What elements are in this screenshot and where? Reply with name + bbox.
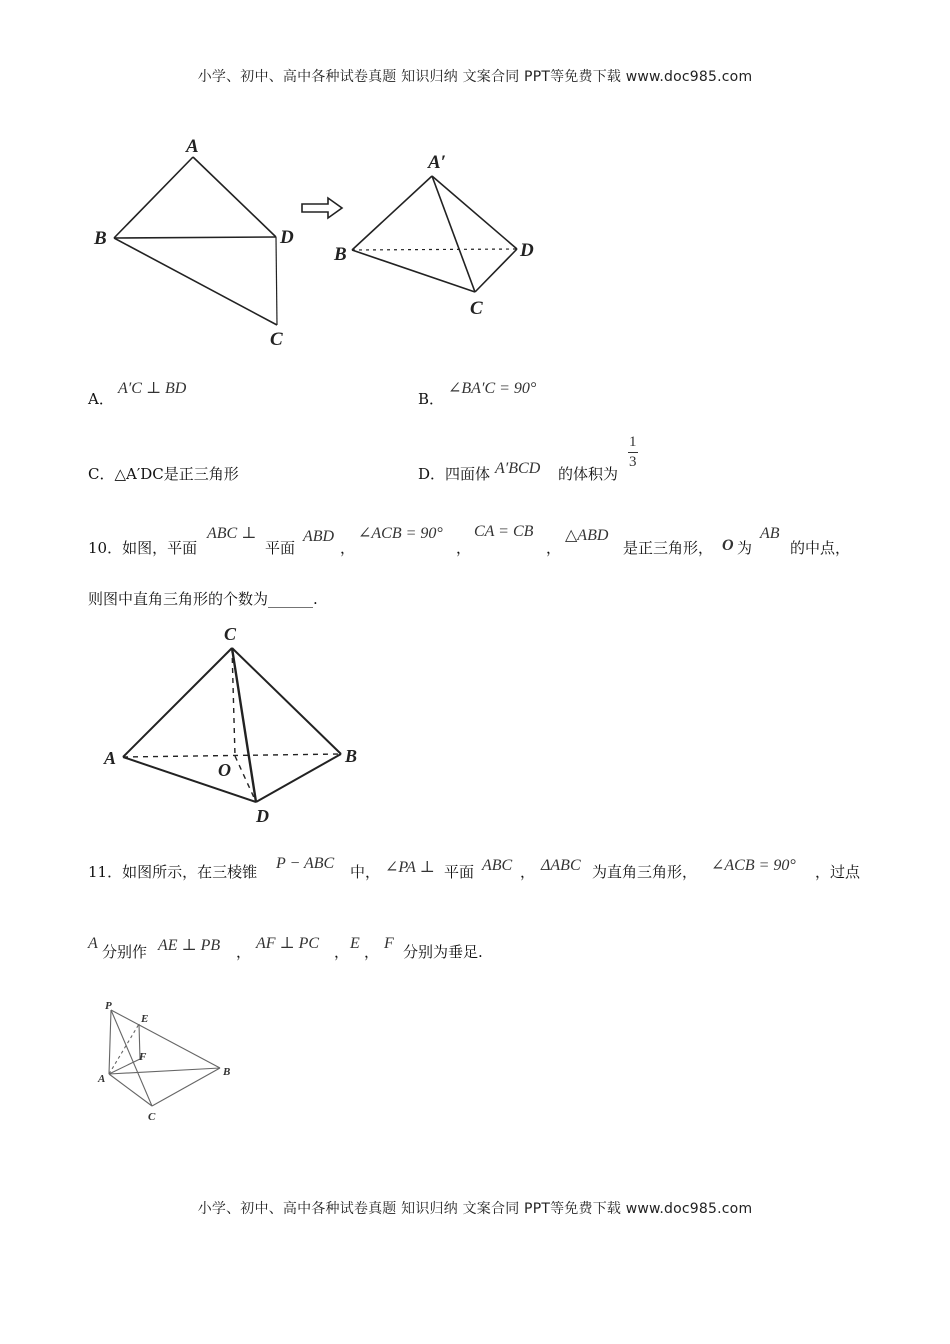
label-A: A bbox=[98, 1073, 106, 1085]
q10-math-1: ABC ⊥ bbox=[207, 525, 257, 542]
left-figure bbox=[114, 157, 277, 325]
label-B-left: B bbox=[94, 228, 107, 249]
q11-math-7: AE ⊥ PB bbox=[158, 937, 221, 954]
page-header: 小学、初中、高中各种试卷真题 知识归纳 文案合同 PPT等免费下载 www.doc985.com bbox=[197, 69, 753, 85]
option-A-label: A． bbox=[88, 390, 114, 408]
label-O: O bbox=[218, 760, 231, 780]
edge-PB bbox=[111, 1010, 220, 1068]
edge-BC bbox=[114, 238, 277, 325]
label-C: C bbox=[224, 624, 237, 644]
q11-math-10: F bbox=[384, 935, 394, 952]
label-C: C bbox=[148, 1111, 156, 1123]
q11-text-1: 如图所示，在三棱锥 bbox=[122, 863, 258, 881]
label-A-left: A bbox=[186, 136, 199, 157]
q10-math-4: CA = CB bbox=[474, 523, 534, 540]
arrow-icon bbox=[302, 198, 342, 218]
q11-text-11: 分别为垂足. bbox=[403, 943, 483, 961]
q11-text-7: 分别作 bbox=[102, 943, 148, 961]
option-B-math: ∠BA′C = 90° bbox=[448, 380, 537, 397]
q10-text-2: 平面 bbox=[265, 539, 296, 557]
q10-line2: 则图中直角三角形的个数为______. bbox=[88, 590, 318, 608]
q11-text-10: ， bbox=[364, 943, 380, 961]
label-A-prime-right: A′ bbox=[428, 152, 447, 173]
edge-BA bbox=[114, 157, 193, 238]
edge-AC bbox=[123, 648, 232, 757]
option-D-label: D． bbox=[418, 465, 446, 483]
label-B: B bbox=[223, 1066, 231, 1078]
label-B-right: B bbox=[334, 244, 347, 265]
label-C-right: C bbox=[470, 298, 483, 319]
option-D-text-after: 的体积为 bbox=[558, 465, 619, 483]
edge-BD-dashed bbox=[352, 249, 517, 250]
option-D-text-before: 四面体 bbox=[445, 465, 491, 483]
label-E: E bbox=[141, 1013, 149, 1025]
q10-math-7: AB bbox=[760, 525, 780, 542]
option-D-math: A′BCD bbox=[495, 460, 541, 477]
figure-fold-quadrilateral bbox=[80, 130, 560, 355]
option-C-label: C． bbox=[88, 465, 115, 483]
option-D-fraction bbox=[628, 435, 638, 470]
q11-math-6: A bbox=[88, 935, 98, 952]
figure-pyramid-PABC bbox=[95, 998, 245, 1128]
q10-number: 10． bbox=[88, 539, 123, 557]
edge-DB bbox=[256, 754, 341, 802]
q11-math-4: ΔABC bbox=[541, 857, 581, 874]
edge-AD bbox=[123, 757, 256, 802]
edge-A-prime-C bbox=[432, 176, 475, 292]
q10-text-8: 的中点， bbox=[790, 539, 851, 557]
edge-DC bbox=[276, 237, 277, 325]
q11-line1 bbox=[88, 861, 257, 882]
option-D-label-wrap bbox=[418, 463, 490, 484]
q10-line1 bbox=[88, 537, 197, 558]
q11-text-4: ， bbox=[520, 863, 536, 881]
label-D-left: D bbox=[280, 227, 294, 248]
fraction-numerator: 1 bbox=[628, 435, 638, 453]
q10-math-2: ABD bbox=[303, 528, 335, 545]
q10-math-3: ∠ACB = 90° bbox=[358, 525, 443, 542]
q11-number: 11． bbox=[88, 863, 123, 881]
edge-AD bbox=[193, 157, 276, 237]
label-D: D bbox=[256, 806, 269, 826]
q10-text-1: 如图，平面 bbox=[122, 539, 198, 557]
fraction-denominator: 3 bbox=[629, 454, 637, 470]
q11-text-6: ，过点 bbox=[815, 863, 861, 881]
figure-tetrahedron-ABCD bbox=[98, 620, 368, 830]
q11-math-1: P − ABC bbox=[276, 855, 335, 872]
option-B bbox=[418, 388, 444, 409]
option-C bbox=[88, 463, 239, 484]
q11-math-5: ∠ACB = 90° bbox=[711, 857, 796, 874]
q10-math-6: O bbox=[722, 537, 734, 554]
q10-text-3: ， bbox=[340, 539, 356, 557]
q10-text-6: 是正三角形， bbox=[623, 539, 714, 557]
right-figure bbox=[352, 176, 517, 292]
edge-AB bbox=[109, 1068, 220, 1074]
edge-CB bbox=[232, 648, 341, 754]
label-F: F bbox=[139, 1051, 147, 1063]
edge-CD bbox=[232, 648, 256, 802]
q11-text-9: ， bbox=[334, 943, 350, 961]
option-A bbox=[88, 388, 114, 409]
label-B: B bbox=[345, 746, 358, 766]
q10-text-7: 为 bbox=[737, 539, 753, 557]
q10-math-5: △ABD bbox=[565, 527, 609, 544]
edge-CD-right bbox=[475, 249, 517, 292]
page-footer: 小学、初中、高中各种试卷真题 知识归纳 文案合同 PPT等免费下载 www.doc985.com bbox=[197, 1201, 753, 1217]
q11-math-2: ∠PA ⊥ bbox=[385, 859, 435, 876]
edge-BC-right bbox=[352, 250, 475, 292]
edge-CB bbox=[152, 1068, 220, 1106]
q11-text-8: ， bbox=[236, 943, 252, 961]
q11-text-2: 中， bbox=[350, 863, 381, 881]
option-A-math: A′C ⊥ BD bbox=[118, 380, 187, 397]
q11-math-9: E bbox=[350, 935, 360, 952]
q11-text-5: 为直角三角形， bbox=[592, 863, 698, 881]
label-C-left: C bbox=[270, 329, 283, 350]
edge-PA bbox=[109, 1010, 111, 1074]
q10-text-5: ， bbox=[546, 539, 562, 557]
label-P: P bbox=[105, 1000, 112, 1012]
q11-math-3: ABC bbox=[482, 857, 513, 874]
edge-BA-prime bbox=[352, 176, 432, 250]
q10-text-4: ， bbox=[456, 539, 472, 557]
edge-AB-dashed bbox=[123, 754, 341, 757]
option-B-label: B． bbox=[418, 390, 445, 408]
q11-math-8: AF ⊥ PC bbox=[256, 935, 320, 952]
q11-text-3: 平面 bbox=[444, 863, 475, 881]
edge-BD bbox=[114, 237, 276, 238]
label-A: A bbox=[104, 748, 117, 768]
option-C-text: △A′DC是正三角形 bbox=[114, 465, 239, 483]
label-D-right: D bbox=[520, 240, 534, 261]
